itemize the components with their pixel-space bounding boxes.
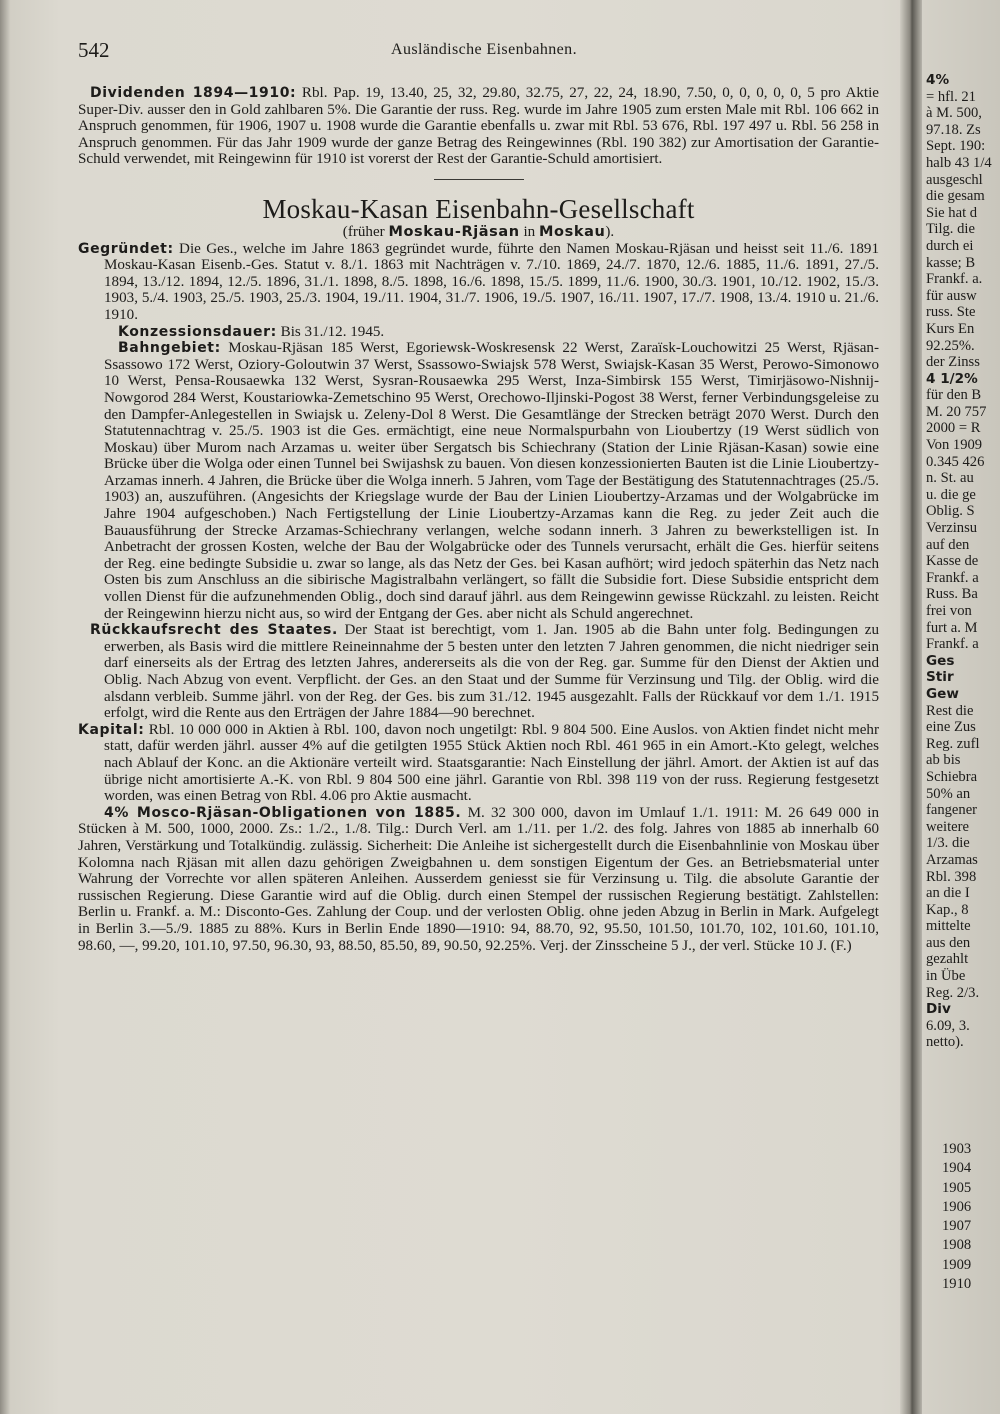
adjacent-line: Tilg. die [926, 221, 975, 238]
main-column [78, 85, 879, 954]
adjacent-year: 1904 [942, 1160, 972, 1177]
adjacent-line: Rbl. 398 [926, 868, 977, 885]
adjacent-line: an die I [926, 885, 970, 902]
running-title: Ausländische Eisenbahnen. [391, 41, 577, 58]
adjacent-line: Sie hat d [926, 204, 978, 221]
adjacent-year: 1908 [942, 1237, 972, 1254]
capital-text: Rbl. 10 000 000 in Aktien à Rbl. 100, davon noch ungetilgt: Rbl. 9 804 500. Eine Auslos. von Aktien findet nicht mehr statt, dafür werden jährl. ausser 4% auf die getilgten 1955 Stück Aktien noch Rbl. 461 965 in ein Amort.-Kto gelegt, welches nach Ablauf der Konc. an die Aktionäre verteilt wird. Staatsgarantie: Nach Einstellung der jährl. Amort. der Aktien ist auf das übrige nicht amortisierte A.-K. von Rbl. 9 804 500 eine jährl. Garantie von Rbl. 398 119 von der russ. Regierung festgesetzt worden, was einen Betrag von Rbl. 4.06 pro Aktie ausmacht. [104, 721, 879, 805]
adjacent-year: 1910 [942, 1276, 972, 1293]
adjacent-year: 1903 [942, 1141, 972, 1157]
network-label: Bahngebiet: [118, 340, 221, 357]
adjacent-line: u. die ge [926, 486, 976, 503]
adjacent-line: Schiebra [926, 768, 978, 785]
former-prefix: (früher [342, 223, 389, 240]
adjacent-year: 1905 [942, 1179, 972, 1196]
adjacent-line: Kap., 8 [926, 901, 969, 918]
adjacent-line: ab bis [926, 752, 961, 769]
adjacent-year: 1909 [942, 1256, 972, 1273]
book-gutter [900, 0, 922, 1414]
adjacent-line: = hfl. 21 [926, 88, 976, 105]
buyback-text: Der Staat ist berechtigt, vom 1. Jan. 1905 ab die Bahn unter folg. Bedingungen zu erwerben, als Basis wird die mittlere Reineinnahme der 5 besten unter den letzten 7 Jahren genommen, die nicht niedriger sein darf einerseits als der Ertrag des letzten Jahres, andererseits als die von der Reg. gar. Summe für den Dienst der Aktien und Oblig. Nach Abzug von event. Verpflicht. der Ges. an den Staat und der Summe für Verzinsung und Tilg. der Oblig. wird die alsdann verbleib. Summe jährl. von der Reg. der Ges. bis zum 31./12. 1945 ausgezahlt. Falls der Rückkauf vor dem 1./1. 1915 erfolgt, wird die Rente aus den Erträgen der Jahre 1884—90 berechnet. [104, 622, 880, 722]
adjacent-line: Von 1909 [926, 437, 983, 454]
former-end: ). [605, 223, 615, 240]
adjacent-year: 1907 [942, 1218, 972, 1235]
adjacent-line: M. 20 757 [926, 403, 987, 420]
section-bonds-1885 [78, 805, 879, 954]
adjacent-line: ausgeschl [926, 171, 983, 188]
adjacent-line: Frankf. a. [926, 271, 983, 288]
section-concession [78, 324, 879, 341]
adjacent-line: 50% an [926, 785, 971, 802]
adjacent-line: 2000 = R [926, 420, 981, 437]
page-number: 542 [78, 38, 110, 62]
capital-label: Kapital: [78, 721, 145, 738]
founded-label: Gegründet: [78, 240, 174, 257]
adjacent-line: für den B [926, 387, 982, 404]
page-left-edge [0, 0, 10, 1414]
adjacent-line: Stir [926, 669, 954, 686]
section-capital [78, 722, 879, 805]
network-text: Moskau-Rjäsan 185 Werst, Egoriewsk-Woskresensk 22 Werst, Zaraïsk-Louchowitzi 25 Werst, Rjäsan-Ssassowo 172 Werst, Oziory-Goloutwin 37 Werst, Ssassowo-Swiajsk 578 Werst, Swiajsk-Kasan 35 Werst, Perowo-Simonowo 10 Werst, Pensa-Rousaewka 132 Werst, Sysran-Rousaewka 295 Werst, Inza-Simbirsk 155 Werst, Timirjäsowo-Nishnij-Nowgorod 284 Werst, Koustariowka-Zemetschino 95 Werst, Orechowo-Iljinski-Pogost 38 Werst, ferner Verbindungsgeleise zu den Dampfer-Anlegestellen in Swiajsk u. Zeleny-Dol 8 Werst. Die Gesamtlänge der Strecken beträgt 2070 Werst. Durch den Statutennachtrag v. 25./5. 1903 ist die Ges. ermächtigt, eine neue Normalspurbahn von Lioubertzy (19 Werst südlich von Moskau) über Murom nach Arzamas u. weiter über Sergatsch bis Schiechrany (Station der Linie Rjäsan-Kasan) sowie eine Brücke über die Wolga oder einen Tunnel bei Swijashsk zu bauen. Von diesen konzessionierten Bauten ist die Linie Lioubertzy-Arzamas innerh. 4 Jahren, die Brücke über die Wolga innerh. 5 Jahren, vom Tage der Bestätigung des Statutennachtrages (25./5. 1903) an, auszuführen. (Angesichts der Kriegslage wurde der Bau der Linien Lioubertzy-Arzamas und der Wolgabrücke im Jahre 1904 aufgeschoben.) Nach Fertigstellung der Linie Lioubertzy-Arzamas kann die Reg. zu jeder Zeit auch die Bauausführung der Strecke Arzamas-Schiechrany verlangen, welche sodann innerh. 3 Jahren zu bewerkstelligen ist. In Anbetracht der grossen Kosten, welche der Bau der Wolgabrücke oder des Tunnels verursacht, erhält die Ges. hierfür seitens der Reg. eine bedingte Subsidie u. zwar so lange, als das Netz der Ges. bei Kasan aufhört; wird jedoch späterhin das Netz nach Osten bis zum Anschluss an die sibirische Magistralbahn verlängert, so fällt die Subsidie fort. Diese Subsidie entspricht dem vollen Dienst für die aufzunehmenden Oblig., doch sind darauf jährl. aus dem Reingewinn gewisse Rückzahl. zu leisten. Reicht der Reingewinn hierzu nicht aus, so wird der Entgang der Ges. aber nicht als Schuld angerechnet. [104, 340, 879, 622]
adjacent-line: Frankf. a [926, 569, 979, 586]
adjacent-line: Rest die [926, 702, 974, 719]
adjacent-line: 6.09, 3. [926, 1017, 970, 1034]
adjacent-line: halb 43 1/4 [926, 154, 992, 171]
section-railway-network [78, 340, 879, 622]
adjacent-line: Sept. 190: [926, 138, 986, 155]
adjacent-line: der Zinss [926, 354, 980, 371]
adjacent-line: 97.18. Zs [926, 121, 981, 138]
adjacent-line: mittelte [926, 918, 971, 935]
adjacent-line: Reg. zufl [926, 735, 980, 752]
concession-text: Bis 31./12. 1945. [276, 323, 385, 340]
section-buyback [78, 622, 879, 722]
concession-label: Konzessionsdauer: [118, 323, 277, 340]
adjacent-line: n. St. au [926, 470, 974, 487]
adjacent-line: 4 1/2% [926, 370, 978, 387]
adjacent-line: 1/3. die [926, 835, 970, 852]
adjacent-year: 1906 [942, 1198, 972, 1215]
adjacent-page-column [926, 72, 1000, 1051]
dividends-paragraph [78, 85, 879, 168]
dividends-text: Rbl. Pap. 19, 13.40, 25, 32, 29.80, 32.75, 27, 22, 24, 18.90, 7.50, 0, 0, 0, 0, 0, 5 pro Aktie Super-Div. ausser den in Gold zahlbaren 5%. Die Garantie der russ. Reg. wurde im Jahre 1905 zum ersten Male mit Rbl. 106 662 in Anspruch genommen, für 1906, 1907 u. 1908 wurde die Garantie ebenfalls u. zwar mit Rbl. 53 676, Rbl. 197 497 u. Rbl. 56 258 in Anspruch genommen. Für das Jahr 1909 wurde der ganze Betrag des Reingewinnes (Rbl. 190 382) zur Amortisation der Garantie-Schuld verwendet, mit Reingewinn für 1910 ist vorerst der Rest der Garantie-Schuld amortisiert. [78, 85, 879, 168]
adjacent-line: 0.345 426 [926, 453, 985, 470]
adjacent-line: in Übe [926, 968, 966, 985]
adjacent-line: die gesam [926, 188, 985, 205]
adjacent-line: für ausw [926, 287, 977, 304]
adjacent-year-list [942, 1140, 982, 1294]
adjacent-line: netto). [926, 1034, 964, 1051]
adjacent-line: Oblig. S [926, 503, 975, 520]
adjacent-line: 4% [926, 72, 950, 88]
adjacent-line: Arzamas [926, 851, 978, 868]
dividends-label: Dividenden 1894—1910: [90, 85, 297, 101]
adjacent-line: Gew [926, 685, 959, 702]
adjacent-line: Russ. Ba [926, 586, 978, 603]
founded-text: Die Ges., welche im Jahre 1863 gegründet wurde, führte den Namen Moskau-Rjäsan und heisst seit 11./6. 1891 Moskau-Kasan Eisenb.-Ges. Statut v. 8./1. 1863 mit Nachträgen v. 7./10. 1869, 24./7. 1870, 12./6. 1885, 11./6. 1891, 27./5. 1894, 13./12. 1894, 12./5. 1896, 31./1. 1898, 8./5. 1898, 16./6. 1898, 15./5. 1899, 11./6. 1900, 30./3. 1901, 10./12. 1902, 15./3. 1903, 5./4. 1903, 25./5. 1903, 25./3. 1904, 19./11. 1904, 31./7. 1906, 19./5. 1907, 16./11. 1907, 17./7. 1908, 13./4. 1910 u. 21./6. 1910. [104, 240, 879, 323]
adjacent-line: aus den [926, 934, 971, 951]
former-name-line [78, 224, 879, 241]
adjacent-line: 92.25%. [926, 337, 975, 354]
adjacent-line: frei von [926, 603, 972, 619]
page-header [78, 38, 890, 66]
adjacent-line: Div [926, 1001, 951, 1018]
adjacent-line: Reg. 2/3. [926, 984, 980, 1001]
bonds-label: 4% Mosco-Rjäsan-Obligationen von 1885. [104, 804, 462, 821]
adjacent-line: russ. Ste [926, 304, 976, 321]
adjacent-line: weitere [926, 818, 969, 835]
adjacent-line: durch ei [926, 237, 974, 254]
adjacent-line: Kurs En [926, 320, 975, 337]
adjacent-line: auf den [926, 536, 970, 553]
adjacent-line: Verzinsu [926, 520, 978, 537]
former-suffix: in [519, 223, 540, 240]
adjacent-line: fangener [926, 802, 978, 819]
section-founded [78, 241, 879, 324]
adjacent-line: Kasse de [926, 553, 979, 570]
section-divider [434, 179, 524, 180]
company-title: Moskau-Kasan Eisenbahn-Gesellschaft [262, 193, 695, 224]
adjacent-line: Frankf. a [926, 636, 979, 653]
former-city: Moskau [539, 223, 606, 240]
adjacent-line: kasse; B [926, 254, 976, 271]
adjacent-line: eine Zus [926, 719, 976, 736]
adjacent-line: furt a. M [926, 619, 978, 636]
adjacent-line: Ges [926, 652, 955, 669]
buyback-label: Rückkaufsrecht des Staates. [90, 622, 338, 639]
bonds-text: M. 32 300 000, davon im Umlauf 1./1. 1911: M. 26 649 000 in Stücken à M. 500, 1000, 2000. Zs.: 1./2., 1./8. Tilg.: Durch Verl. am 1./11. per 1./2. des folg. Jahres von 1885 ab innerhalb 60 Jahren, Verstärkung und Totalkündig. zulässig. Sicherheit: Die Anleihe ist sichergestellt durch die Eisenbahnlinie von Moskau über Kolomna nach Rjäsan mit allen dazu gehörigen Zweigbahnen u. dem sonstigen Eigentum der Ges. an Betriebsmaterial unter Wahrung der Vorrechte vor allen späteren Anleihen. Ausserdem geniesst sie für Verzinsung u. Tilg. die absolute Garantie der russischen Regierung. Diese Garantie wird auf die Oblig. durch einen Stempel der russischen Regierung bestätigt. Zahlstellen: Berlin u. Frankf. a. M.: Disconto-Ges. Zahlung der Coup. und der verlosten Oblig. ohne jeden Abzug in Berlin in Mark. Aufgelegt in Berlin 3.—5./9. 1885 zu 88%. Kurs in Berlin Ende 1890—1910: 94, 88.70, 92, 95.50, 101.50, 101.70, 102, 101.60, 101.10, 98.60, —, 99.20, 101.10, 97.50, 96.30, 93, 88.50, 85.50, 89, 90.50, 92.25%. Verj. der Zinsscheine 5 J., der verl. Stücke 10 J. (F.) [78, 804, 879, 954]
former-name: Moskau-Rjäsan [388, 223, 520, 240]
adjacent-line: gezahlt [926, 951, 969, 968]
adjacent-line: à M. 500, [926, 105, 982, 122]
